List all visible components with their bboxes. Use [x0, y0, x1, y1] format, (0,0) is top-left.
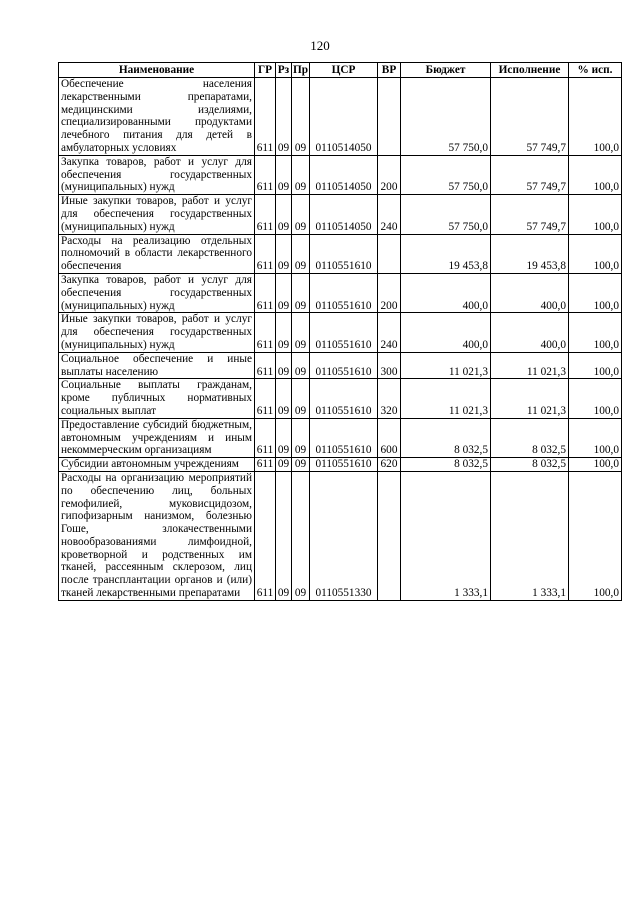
row-gr: 611 — [255, 458, 276, 472]
row-csr: 0110514050 — [310, 195, 378, 234]
row-rz: 09 — [276, 234, 292, 273]
row-name: Субсидии автономным учреждениям — [59, 458, 255, 472]
header-name: Наименование — [59, 63, 255, 78]
row-name: Иные закупки товаров, работ и услуг для обеспечения государственных (муниципальных) нужд — [59, 195, 255, 234]
row-rz: 09 — [276, 352, 292, 379]
row-pr: 09 — [292, 273, 310, 312]
table-header-row — [59, 63, 622, 78]
table-row — [59, 379, 622, 418]
row-gr: 611 — [255, 313, 276, 352]
row-execution: 57 749,7 — [491, 78, 569, 156]
row-name: Закупка товаров, работ и услуг для обеспечения государственных (муниципальных) нужд — [59, 273, 255, 312]
row-name: Расходы на реализацию отдельных полномочий в области лекарственного обеспечения — [59, 234, 255, 273]
row-csr: 0110551330 — [310, 471, 378, 600]
row-csr: 0110551610 — [310, 418, 378, 457]
row-budget: 57 750,0 — [401, 155, 491, 194]
row-percent: 100,0 — [569, 471, 622, 600]
row-vr: 300 — [378, 352, 401, 379]
row-budget: 11 021,3 — [401, 352, 491, 379]
row-execution: 57 749,7 — [491, 155, 569, 194]
row-pr: 09 — [292, 379, 310, 418]
row-gr: 611 — [255, 352, 276, 379]
header-rz: Рз — [276, 63, 292, 78]
row-vr: 620 — [378, 458, 401, 472]
row-percent: 100,0 — [569, 313, 622, 352]
table-row — [59, 352, 622, 379]
row-csr: 0110551610 — [310, 352, 378, 379]
row-gr: 611 — [255, 234, 276, 273]
row-percent: 100,0 — [569, 155, 622, 194]
row-csr: 0110551610 — [310, 458, 378, 472]
row-csr: 0110514050 — [310, 78, 378, 156]
row-percent: 100,0 — [569, 458, 622, 472]
row-execution: 11 021,3 — [491, 379, 569, 418]
row-pr: 09 — [292, 78, 310, 156]
row-gr: 611 — [255, 418, 276, 457]
row-percent: 100,0 — [569, 195, 622, 234]
row-execution: 57 749,7 — [491, 195, 569, 234]
row-csr: 0110551610 — [310, 379, 378, 418]
row-pr: 09 — [292, 313, 310, 352]
table-row — [59, 78, 622, 156]
row-rz: 09 — [276, 155, 292, 194]
row-budget: 19 453,8 — [401, 234, 491, 273]
row-csr: 0110551610 — [310, 273, 378, 312]
row-vr: 320 — [378, 379, 401, 418]
row-pr: 09 — [292, 471, 310, 600]
row-name: Предоставление субсидий бюджетным, автономным учреждениям и иным некоммерческим организациям — [59, 418, 255, 457]
row-percent: 100,0 — [569, 418, 622, 457]
row-vr: 240 — [378, 195, 401, 234]
row-rz: 09 — [276, 273, 292, 312]
row-csr: 0110551610 — [310, 313, 378, 352]
header-gr: ГР — [255, 63, 276, 78]
table-row — [59, 234, 622, 273]
page-number: 120 — [310, 38, 330, 53]
row-percent: 100,0 — [569, 273, 622, 312]
row-pr: 09 — [292, 458, 310, 472]
table-row — [59, 418, 622, 457]
table-row — [59, 195, 622, 234]
header-vr: ВР — [378, 63, 401, 78]
row-vr: 240 — [378, 313, 401, 352]
row-vr: 200 — [378, 273, 401, 312]
row-rz: 09 — [276, 195, 292, 234]
row-pr: 09 — [292, 234, 310, 273]
row-vr — [378, 78, 401, 156]
row-gr: 611 — [255, 273, 276, 312]
header-budget: Бюджет — [401, 63, 491, 78]
row-execution: 1 333,1 — [491, 471, 569, 600]
table-row — [59, 313, 622, 352]
row-percent: 100,0 — [569, 234, 622, 273]
row-rz: 09 — [276, 379, 292, 418]
row-budget: 400,0 — [401, 313, 491, 352]
row-budget: 400,0 — [401, 273, 491, 312]
row-execution: 400,0 — [491, 313, 569, 352]
row-execution: 11 021,3 — [491, 352, 569, 379]
row-vr — [378, 471, 401, 600]
table-row — [59, 471, 622, 600]
row-gr: 611 — [255, 155, 276, 194]
row-gr: 611 — [255, 471, 276, 600]
row-rz: 09 — [276, 78, 292, 156]
row-pr: 09 — [292, 195, 310, 234]
row-execution: 400,0 — [491, 273, 569, 312]
row-percent: 100,0 — [569, 352, 622, 379]
table-row — [59, 155, 622, 194]
row-vr: 200 — [378, 155, 401, 194]
row-name: Иные закупки товаров, работ и услуг для обеспечения государственных (муниципальных) нужд — [59, 313, 255, 352]
row-pr: 09 — [292, 418, 310, 457]
budget-execution-table — [58, 62, 622, 601]
row-vr: 600 — [378, 418, 401, 457]
row-name: Социальное обеспечение и иные выплаты населению — [59, 352, 255, 379]
row-name: Социальные выплаты гражданам, кроме публичных нормативных социальных выплат — [59, 379, 255, 418]
row-execution: 8 032,5 — [491, 458, 569, 472]
row-gr: 611 — [255, 379, 276, 418]
row-gr: 611 — [255, 195, 276, 234]
row-name: Расходы на организацию мероприятий по обеспечению лиц, больных гемофилией, муковисцидозом, гипофизарным нанизмом, болезнью Гоше, злокачественными новообразованиями лимфоидной, кроветворной и родственных им тканей, рассеянным склерозом, лиц после трансплантации органов и (или) тканей лекарственными препаратами — [59, 471, 255, 600]
row-budget: 57 750,0 — [401, 195, 491, 234]
row-execution: 8 032,5 — [491, 418, 569, 457]
row-budget: 1 333,1 — [401, 471, 491, 600]
row-csr: 0110551610 — [310, 234, 378, 273]
row-rz: 09 — [276, 313, 292, 352]
row-gr: 611 — [255, 78, 276, 156]
row-budget: 8 032,5 — [401, 418, 491, 457]
row-execution: 19 453,8 — [491, 234, 569, 273]
row-budget: 57 750,0 — [401, 78, 491, 156]
row-pr: 09 — [292, 155, 310, 194]
row-budget: 11 021,3 — [401, 379, 491, 418]
header-pr: Пр — [293, 63, 309, 76]
header-csr: ЦСР — [310, 63, 378, 78]
header-percent: % исп. — [569, 63, 622, 78]
row-percent: 100,0 — [569, 78, 622, 156]
row-name: Обеспечение населения лекарственными препаратами, медицинскими изделиями, специализированными продуктами лечебного питания для детей в амбулаторных условиях — [59, 78, 255, 156]
row-vr — [378, 234, 401, 273]
header-execution: Исполнение — [491, 63, 569, 78]
row-budget: 8 032,5 — [401, 458, 491, 472]
table-row — [59, 273, 622, 312]
row-name: Закупка товаров, работ и услуг для обеспечения государственных (муниципальных) нужд — [59, 155, 255, 194]
table-row — [59, 458, 622, 472]
row-percent: 100,0 — [569, 379, 622, 418]
row-rz: 09 — [276, 471, 292, 600]
row-csr: 0110514050 — [310, 155, 378, 194]
row-rz: 09 — [276, 458, 292, 472]
row-pr: 09 — [292, 352, 310, 379]
row-rz: 09 — [276, 418, 292, 457]
